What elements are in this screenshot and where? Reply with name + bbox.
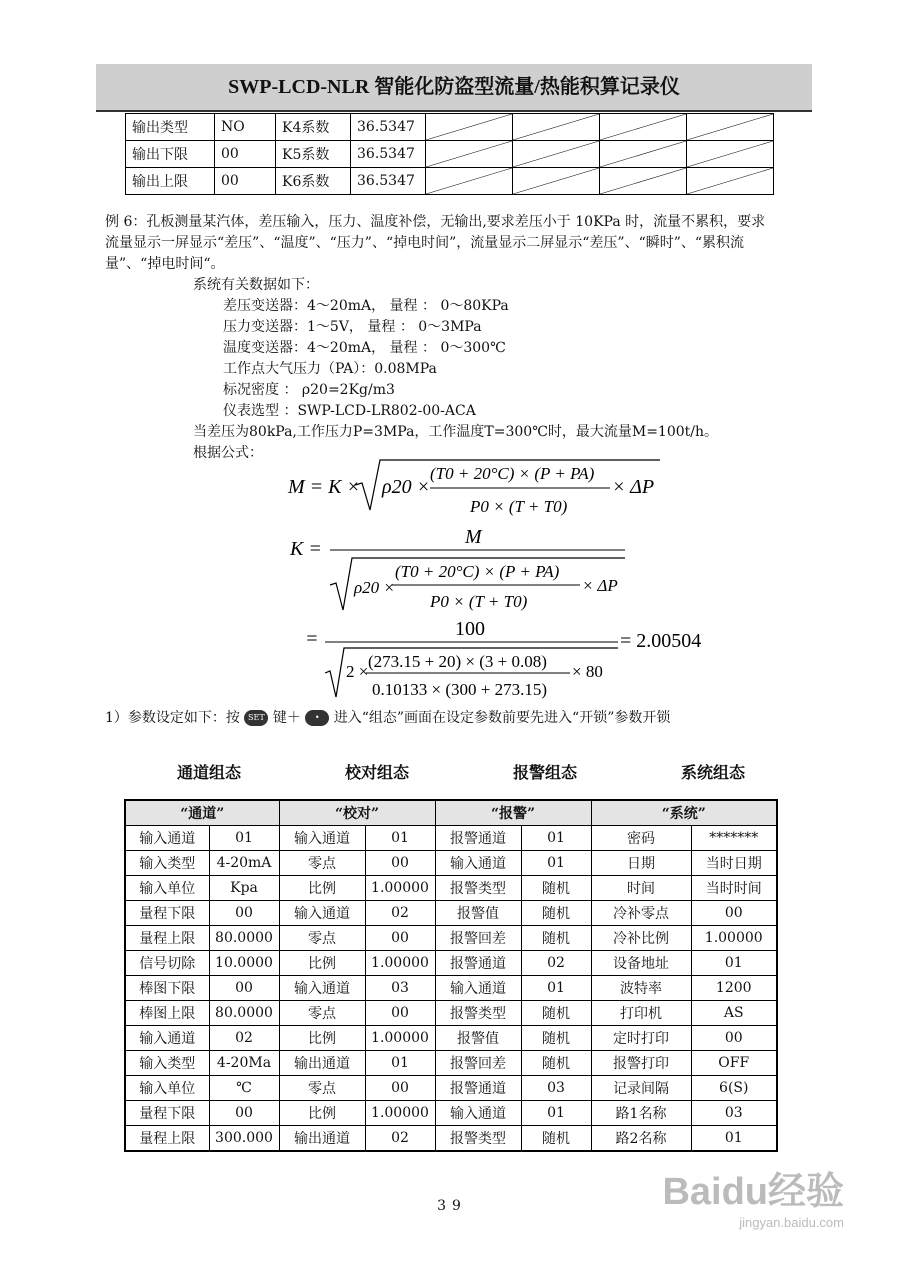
table-cell: 输出上限: [126, 168, 215, 195]
table-cell: 比例: [279, 876, 365, 901]
table-row: [125, 1026, 777, 1051]
empty-slashed-cell: [600, 114, 687, 141]
table-cell: K5系数: [276, 141, 351, 168]
table-cell: 1200: [691, 976, 777, 1001]
table-cell: 03: [365, 976, 435, 1001]
table-cell: 02: [521, 951, 591, 976]
section-title: 报警组态: [512, 763, 577, 782]
table-cell: 当时时间: [691, 876, 777, 901]
group-header: “系统”: [591, 800, 777, 826]
table-cell: 00: [215, 168, 276, 195]
table-cell: 密码: [591, 826, 691, 851]
table-cell: 冷补比例: [591, 926, 691, 951]
svg-text:P0 × (T + T0): P0 × (T + T0): [470, 497, 568, 516]
empty-slashed-cell: [600, 168, 687, 195]
table-cell: 随机: [521, 876, 591, 901]
table-cell: 零点: [279, 851, 365, 876]
table-cell: 随机: [521, 1126, 591, 1152]
table-cell: 300.000: [209, 1126, 279, 1152]
table-row: [125, 1001, 777, 1026]
section-title: 校对组态: [344, 763, 409, 782]
section-title: 系统组态: [680, 763, 745, 782]
flow-formula: [280, 455, 702, 700]
table-cell: 报警类型: [435, 1001, 521, 1026]
table-cell: 随机: [521, 1001, 591, 1026]
svg-text:K =: K =: [290, 538, 322, 560]
table-row: [125, 826, 777, 851]
empty-slashed-cell: [600, 141, 687, 168]
table-cell: 随机: [521, 1051, 591, 1076]
group-header: “通道”: [125, 800, 279, 826]
watermark: Baidu经验 jingyan.baidu.com: [662, 1171, 844, 1230]
table-cell: 输入类型: [125, 1051, 209, 1076]
example-text: 例 6：孔板测量某汽体，差压输入，压力、温度补偿，无输出,要求差压小于 10KPa 时，流量不累积，要求 流量显示一屏显示“差压”、“温度”、“压力”、“掉电时间”，流量显示二屏显示“差压”、“瞬时”、“累积流 量”、“掉电时间“。: [105, 214, 766, 272]
svg-text:ρ20 ×: ρ20 ×: [354, 578, 395, 597]
table-cell: 当时日期: [691, 851, 777, 876]
table-cell: 棒图上限: [125, 1001, 209, 1026]
table-cell: ℃: [209, 1076, 279, 1101]
table-cell: 01: [521, 1101, 591, 1126]
system-data: 系统有关数据如下： 差压变送器：4～20mA， 量程 ： 0～80KPa 压力变送器：1～5V， 量程 ： 0～3MPa 温度变送器：4～20mA， 量程 ： 0～300℃ 工作点大气压力（PA）：0.08MPa 标况密度 ： ρ20=2Kg/m3 仪表选型 ：SWP-LCD-LR802-00-ACA 当差压为80kPa,工作压力P=3MPa，工作温度T=300℃时，最大流量M=100t/h。 根据公式：: [193, 277, 719, 461]
svg-text:× ΔP: × ΔP: [582, 576, 618, 595]
table-cell: 输出类型: [126, 114, 215, 141]
table-cell: 00: [365, 851, 435, 876]
table-cell: 波特率: [591, 976, 691, 1001]
svg-text:P0 × (T + T0): P0 × (T + T0): [430, 592, 528, 611]
svg-text:× ΔP: × ΔP: [612, 476, 655, 498]
svg-text:0.10133 × (300 + 273.15): 0.10133 × (300 + 273.15): [372, 680, 547, 699]
table-cell: 时间: [591, 876, 691, 901]
table-row: [125, 1126, 777, 1152]
table-row: [126, 141, 774, 168]
empty-slashed-cell: [687, 141, 774, 168]
table-cell: 报警值: [435, 1026, 521, 1051]
table-cell: 报警类型: [435, 876, 521, 901]
table-cell: 输入单位: [125, 876, 209, 901]
table-cell: 02: [209, 1026, 279, 1051]
svg-text:(T0 + 20°C) × (P + PA): (T0 + 20°C) × (P + PA): [395, 562, 560, 581]
table-cell: 01: [209, 826, 279, 851]
svg-text:M: M: [465, 526, 482, 548]
table-cell: NO: [215, 114, 276, 141]
table-cell: 报警回差: [435, 1051, 521, 1076]
dot-key-icon: •: [305, 710, 329, 726]
table-cell: 棒图下限: [125, 976, 209, 1001]
svg-text:100: 100: [455, 618, 485, 640]
table-row: [125, 851, 777, 876]
table-cell: 36.5347: [351, 114, 426, 141]
svg-text:2 ×: 2 ×: [346, 662, 369, 681]
svg-text:× 80: × 80: [572, 662, 603, 681]
table-row: [125, 1101, 777, 1126]
table-cell: 路1名称: [591, 1101, 691, 1126]
table-cell: 记录间隔: [591, 1076, 691, 1101]
table-cell: 输入通道: [125, 1026, 209, 1051]
configuration-table: [124, 799, 778, 1152]
table-cell: 输出通道: [279, 1051, 365, 1076]
table-cell: 02: [365, 1126, 435, 1152]
table-cell: 36.5347: [351, 168, 426, 195]
table-cell: 01: [691, 1126, 777, 1152]
table-cell: 定时打印: [591, 1026, 691, 1051]
table-cell: 比例: [279, 1101, 365, 1126]
svg-text:ρ20 ×: ρ20 ×: [382, 476, 431, 498]
header-row: [125, 800, 777, 826]
table-cell: 1.00000: [365, 876, 435, 901]
table-cell: 量程上限: [125, 1126, 209, 1152]
table-cell: 01: [521, 976, 591, 1001]
table-row: [125, 926, 777, 951]
table-cell: 报警值: [435, 901, 521, 926]
table-cell: 报警通道: [435, 951, 521, 976]
table-cell: 随机: [521, 901, 591, 926]
top-parameter-table: [125, 113, 774, 195]
table-cell: 比例: [279, 1026, 365, 1051]
table-cell: 输入类型: [125, 851, 209, 876]
table-cell: 输入通道: [125, 826, 209, 851]
table-cell: 输入单位: [125, 1076, 209, 1101]
table-cell: K6系数: [276, 168, 351, 195]
table-cell: *******: [691, 826, 777, 851]
table-cell: 信号切除: [125, 951, 209, 976]
table-cell: 1.00000: [365, 1101, 435, 1126]
svg-text:= 2.00504: = 2.00504: [620, 630, 702, 652]
empty-slashed-cell: [426, 141, 513, 168]
table-cell: 报警类型: [435, 1126, 521, 1152]
table-cell: 4-20Ma: [209, 1051, 279, 1076]
table-cell: 报警通道: [435, 1076, 521, 1101]
table-cell: 02: [365, 901, 435, 926]
empty-slashed-cell: [513, 141, 600, 168]
table-cell: 00: [691, 1026, 777, 1051]
group-header: “校对”: [279, 800, 435, 826]
table-cell: 设备地址: [591, 951, 691, 976]
table-cell: 报警打印: [591, 1051, 691, 1076]
table-cell: 01: [691, 951, 777, 976]
table-cell: 输入通道: [435, 1101, 521, 1126]
table-cell: 路2名称: [591, 1126, 691, 1152]
table-row: [126, 114, 774, 141]
page-header: SWP-LCD-NLR 智能化防盗型流量/热能积算记录仪: [96, 64, 812, 112]
table-cell: 01: [521, 851, 591, 876]
table-cell: 输入通道: [435, 976, 521, 1001]
table-cell: 00: [365, 926, 435, 951]
table-cell: 冷补零点: [591, 901, 691, 926]
table-cell: 量程下限: [125, 1101, 209, 1126]
table-cell: 输入通道: [435, 851, 521, 876]
table-cell: 80.0000: [209, 926, 279, 951]
svg-text:M = K ×: M = K ×: [288, 476, 360, 498]
table-cell: 80.0000: [209, 1001, 279, 1026]
table-cell: 量程下限: [125, 901, 209, 926]
table-cell: 输入通道: [279, 901, 365, 926]
page-number: 39: [437, 1198, 467, 1214]
table-cell: 输入通道: [279, 826, 365, 851]
table-cell: 36.5347: [351, 141, 426, 168]
table-cell: 00: [209, 976, 279, 1001]
table-cell: 随机: [521, 1026, 591, 1051]
step-instruction: 1）参数设定如下：按 SET 键＋ • 进入“组态”画面在设定参数前要先进入“开锁”参数开锁: [105, 710, 671, 726]
table-cell: 比例: [279, 951, 365, 976]
table-cell: 1.00000: [365, 1026, 435, 1051]
empty-slashed-cell: [426, 168, 513, 195]
table-cell: 00: [691, 901, 777, 926]
table-row: [125, 876, 777, 901]
table-cell: 00: [365, 1001, 435, 1026]
table-cell: 00: [209, 901, 279, 926]
table-cell: 10.0000: [209, 951, 279, 976]
table-cell: 输入通道: [279, 976, 365, 1001]
table-cell: 输出通道: [279, 1126, 365, 1152]
table-cell: 报警回差: [435, 926, 521, 951]
table-cell: 输出下限: [126, 141, 215, 168]
empty-slashed-cell: [513, 168, 600, 195]
table-row: [125, 976, 777, 1001]
table-cell: 报警通道: [435, 826, 521, 851]
svg-text:(T0 + 20°C) × (P + PA): (T0 + 20°C) × (P + PA): [430, 464, 595, 483]
table-cell: 随机: [521, 926, 591, 951]
table-cell: 量程上限: [125, 926, 209, 951]
table-cell: 零点: [279, 926, 365, 951]
table-row: [125, 1051, 777, 1076]
table-row: [125, 951, 777, 976]
table-cell: AS: [691, 1001, 777, 1026]
table-cell: 00: [209, 1101, 279, 1126]
table-cell: 1.00000: [365, 951, 435, 976]
table-row: [125, 1076, 777, 1101]
table-cell: 1.00000: [691, 926, 777, 951]
table-cell: 4-20mA: [209, 851, 279, 876]
table-cell: 03: [691, 1101, 777, 1126]
table-cell: 6(S): [691, 1076, 777, 1101]
section-title: 通道组态: [176, 763, 241, 782]
table-cell: 00: [215, 141, 276, 168]
table-cell: 01: [365, 826, 435, 851]
empty-slashed-cell: [513, 114, 600, 141]
table-cell: 03: [521, 1076, 591, 1101]
table-cell: K4系数: [276, 114, 351, 141]
svg-text:=: =: [305, 628, 319, 650]
set-key-icon: SET: [244, 710, 268, 726]
table-row: [126, 168, 774, 195]
table-cell: 零点: [279, 1076, 365, 1101]
table-cell: 01: [365, 1051, 435, 1076]
group-header: “报警”: [435, 800, 591, 826]
table-cell: 01: [521, 826, 591, 851]
table-cell: Kpa: [209, 876, 279, 901]
table-cell: 打印机: [591, 1001, 691, 1026]
table-cell: 00: [365, 1076, 435, 1101]
section-titles: [125, 760, 797, 783]
table-cell: 日期: [591, 851, 691, 876]
table-row: [125, 901, 777, 926]
table-cell: OFF: [691, 1051, 777, 1076]
empty-slashed-cell: [426, 114, 513, 141]
svg-text:(273.15 + 20) × (3 + 0.08): (273.15 + 20) × (3 + 0.08): [368, 652, 547, 671]
table-cell: 零点: [279, 1001, 365, 1026]
empty-slashed-cell: [687, 114, 774, 141]
empty-slashed-cell: [687, 168, 774, 195]
